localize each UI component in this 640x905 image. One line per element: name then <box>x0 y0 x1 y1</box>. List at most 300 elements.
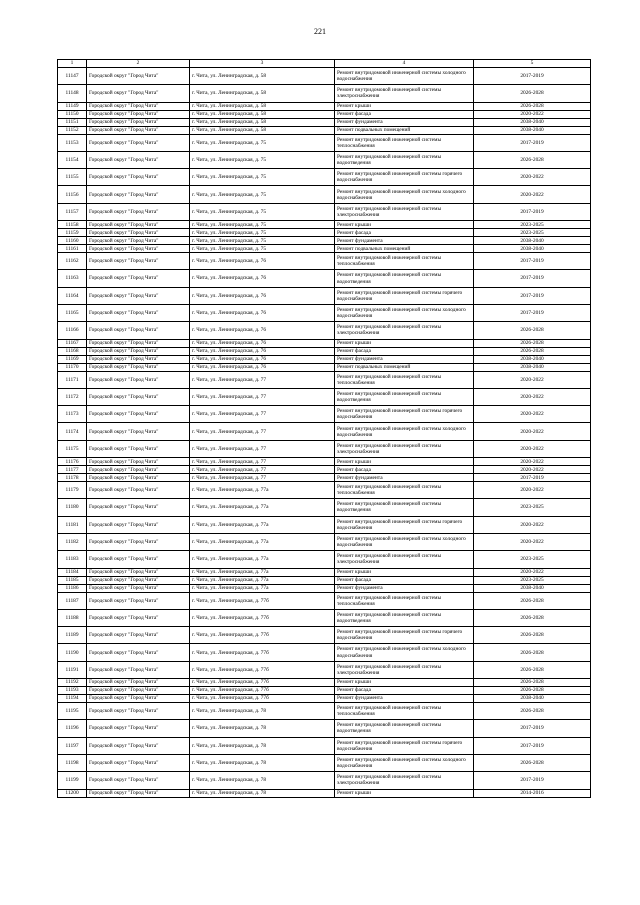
municipality-cell: Городской округ "Город Чита" <box>87 322 190 339</box>
work-type-cell: Ремонт внутридомовой инженерной системы горячего водоснабжения <box>335 627 474 644</box>
address-cell: г. Чита, ул. Ленинградская, д. 75 <box>190 134 335 151</box>
work-type-cell: Ремонт крыши <box>335 221 474 229</box>
period-cell: 2017-2019 <box>474 134 591 151</box>
period-cell: 2020-2022 <box>474 110 591 118</box>
table-row <box>58 661 591 678</box>
municipality-cell: Городской округ "Город Чита" <box>87 134 190 151</box>
period-cell: 2014-2016 <box>474 789 591 797</box>
municipality-cell: Городской округ "Город Чита" <box>87 406 190 423</box>
address-cell: г. Чита, ул. Ленинградская, д. 75 <box>190 245 335 253</box>
period-cell: 2038-2040 <box>474 695 591 703</box>
row-number-cell: 11197 <box>58 737 87 754</box>
row-number-cell: 11188 <box>58 609 87 626</box>
work-type-cell: Ремонт внутридомовой инженерной системы водоотведения <box>335 270 474 287</box>
work-type-cell: Ремонт внутридомовой инженерной системы водоотведения <box>335 388 474 405</box>
row-number-cell: 11154 <box>58 151 87 168</box>
municipality-cell: Городской округ "Город Чита" <box>87 482 190 499</box>
work-type-cell: Ремонт крыши <box>335 568 474 576</box>
period-cell: 2026-2028 <box>474 644 591 661</box>
row-number-cell: 11169 <box>58 355 87 363</box>
municipality-cell: Городской округ "Город Чита" <box>87 85 190 102</box>
period-cell: 2020-2022 <box>474 186 591 203</box>
table-row <box>58 592 591 609</box>
period-cell: 2023-2025 <box>474 229 591 237</box>
address-cell: г. Чита, ул. Ленинградская, д. 77б <box>190 695 335 703</box>
period-cell: 2020-2022 <box>474 406 591 423</box>
work-type-cell: Ремонт внутридомовой инженерной системы горячего водоснабжения <box>335 737 474 754</box>
work-type-cell: Ремонт крыши <box>335 339 474 347</box>
row-number-cell: 11194 <box>58 695 87 703</box>
table-row <box>58 237 591 245</box>
address-cell: г. Чита, ул. Ленинградская, д. 77б <box>190 592 335 609</box>
row-number-cell: 11173 <box>58 406 87 423</box>
address-cell: г. Чита, ул. Ленинградская, д. 77 <box>190 458 335 466</box>
work-type-cell: Ремонт внутридомовой инженерной системы электроснабжения <box>335 203 474 220</box>
municipality-cell: Городской округ "Город Чита" <box>87 609 190 626</box>
address-cell: г. Чита, ул. Ленинградская, д. 76 <box>190 322 335 339</box>
row-number-cell: 11158 <box>58 221 87 229</box>
row-number-cell: 11171 <box>58 371 87 388</box>
row-number-cell: 11175 <box>58 440 87 457</box>
municipality-cell: Городской округ "Город Чита" <box>87 245 190 253</box>
table-row <box>58 221 591 229</box>
table-row <box>58 703 591 720</box>
period-cell: 2038-2040 <box>474 118 591 126</box>
work-type-cell: Ремонт внутридомовой инженерной системы электроснабжения <box>335 661 474 678</box>
work-type-cell: Ремонт крыши <box>335 679 474 687</box>
municipality-cell: Городской округ "Город Чита" <box>87 576 190 584</box>
period-cell: 2026-2028 <box>474 754 591 771</box>
period-cell: 2020-2022 <box>474 371 591 388</box>
municipality-cell: Городской округ "Город Чита" <box>87 695 190 703</box>
address-cell: г. Чита, ул. Ленинградская, д. 77а <box>190 516 335 533</box>
table-row <box>58 644 591 661</box>
address-cell: г. Чита, ул. Ленинградская, д. 77б <box>190 627 335 644</box>
table-row <box>58 516 591 533</box>
table-row <box>58 423 591 440</box>
address-cell: г. Чита, ул. Ленинградская, д. 58 <box>190 85 335 102</box>
table-row <box>58 737 591 754</box>
work-type-cell: Ремонт внутридомовой инженерной системы электроснабжения <box>335 440 474 457</box>
work-type-cell: Ремонт внутридомовой инженерной системы водоотведения <box>335 720 474 737</box>
row-number-cell: 11147 <box>58 68 87 85</box>
table-row <box>58 627 591 644</box>
work-type-cell: Ремонт внутридомовой инженерной системы холодного водоснабжения <box>335 754 474 771</box>
municipality-cell: Городской округ "Город Чита" <box>87 440 190 457</box>
work-type-cell: Ремонт фасада <box>335 576 474 584</box>
row-number-cell: 11150 <box>58 110 87 118</box>
work-type-cell: Ремонт внутридомовой инженерной системы водоотведения <box>335 151 474 168</box>
address-cell: г. Чита, ул. Ленинградская, д. 75 <box>190 221 335 229</box>
address-cell: г. Чита, ул. Ленинградская, д. 76 <box>190 253 335 270</box>
column-header: 3 <box>190 60 335 68</box>
period-cell: 2026-2028 <box>474 322 591 339</box>
address-cell: г. Чита, ул. Ленинградская, д. 77б <box>190 687 335 695</box>
column-header: 4 <box>335 60 474 68</box>
address-cell: г. Чита, ул. Ленинградская, д. 77а <box>190 499 335 516</box>
period-cell: 2026-2028 <box>474 85 591 102</box>
work-type-cell: Ремонт внутридомовой инженерной системы холодного водоснабжения <box>335 644 474 661</box>
work-type-cell: Ремонт внутридомовой инженерной системы теплоснабжения <box>335 482 474 499</box>
address-cell: г. Чита, ул. Ленинградская, д. 76 <box>190 339 335 347</box>
address-cell: г. Чита, ул. Ленинградская, д. 78 <box>190 789 335 797</box>
work-type-cell: Ремонт фасада <box>335 347 474 355</box>
period-cell: 2026-2028 <box>474 687 591 695</box>
municipality-cell: Городской округ "Город Чита" <box>87 237 190 245</box>
municipality-cell: Городской округ "Город Чита" <box>87 253 190 270</box>
period-cell: 2020-2022 <box>474 458 591 466</box>
address-cell: г. Чита, ул. Ленинградская, д. 58 <box>190 126 335 134</box>
period-cell: 2026-2028 <box>474 609 591 626</box>
row-number-cell: 11192 <box>58 679 87 687</box>
table-row <box>58 568 591 576</box>
municipality-cell: Городской округ "Город Чита" <box>87 229 190 237</box>
row-number-cell: 11190 <box>58 644 87 661</box>
period-cell: 2020-2022 <box>474 423 591 440</box>
table-row <box>58 772 591 789</box>
row-number-cell: 11185 <box>58 576 87 584</box>
period-cell: 2020-2022 <box>474 169 591 186</box>
table-row <box>58 253 591 270</box>
work-type-cell: Ремонт крыши <box>335 789 474 797</box>
row-number-cell: 11176 <box>58 458 87 466</box>
table-row <box>58 482 591 499</box>
address-cell: г. Чита, ул. Ленинградская, д. 77 <box>190 406 335 423</box>
row-number-cell: 11186 <box>58 584 87 592</box>
row-number-cell: 11167 <box>58 339 87 347</box>
table-row <box>58 355 591 363</box>
row-number-cell: 11170 <box>58 363 87 371</box>
address-cell: г. Чита, ул. Ленинградская, д. 75 <box>190 169 335 186</box>
address-cell: г. Чита, ул. Ленинградская, д. 58 <box>190 102 335 110</box>
address-cell: г. Чита, ул. Ленинградская, д. 77б <box>190 661 335 678</box>
period-cell: 2023-2025 <box>474 576 591 584</box>
address-cell: г. Чита, ул. Ленинградская, д. 76 <box>190 287 335 304</box>
period-cell: 2026-2028 <box>474 703 591 720</box>
period-cell: 2026-2028 <box>474 627 591 644</box>
municipality-cell: Городской округ "Город Чита" <box>87 68 190 85</box>
municipality-cell: Городской округ "Город Чита" <box>87 687 190 695</box>
address-cell: г. Чита, ул. Ленинградская, д. 58 <box>190 118 335 126</box>
address-cell: г. Чита, ул. Ленинградская, д. 75 <box>190 229 335 237</box>
address-cell: г. Чита, ул. Ленинградская, д. 58 <box>190 110 335 118</box>
row-number-cell: 11179 <box>58 482 87 499</box>
municipality-cell: Городской округ "Город Чита" <box>87 339 190 347</box>
address-cell: г. Чита, ул. Ленинградская, д. 77 <box>190 474 335 482</box>
table-row <box>58 68 591 85</box>
row-number-cell: 11189 <box>58 627 87 644</box>
address-cell: г. Чита, ул. Ленинградская, д. 77а <box>190 568 335 576</box>
table-row <box>58 440 591 457</box>
work-type-cell: Ремонт фундамента <box>335 118 474 126</box>
municipality-cell: Городской округ "Город Чита" <box>87 516 190 533</box>
row-number-cell: 11199 <box>58 772 87 789</box>
address-cell: г. Чита, ул. Ленинградская, д. 77а <box>190 584 335 592</box>
row-number-cell: 11161 <box>58 245 87 253</box>
period-cell: 2017-2019 <box>474 304 591 321</box>
address-cell: г. Чита, ул. Ленинградская, д. 78 <box>190 703 335 720</box>
work-type-cell: Ремонт фундамента <box>335 355 474 363</box>
period-cell: 2023-2025 <box>474 499 591 516</box>
table-row <box>58 789 591 797</box>
municipality-cell: Городской округ "Город Чита" <box>87 270 190 287</box>
municipality-cell: Городской округ "Город Чита" <box>87 533 190 550</box>
row-number-cell: 11164 <box>58 287 87 304</box>
work-type-cell: Ремонт внутридомовой инженерной системы горячего водоснабжения <box>335 169 474 186</box>
work-type-cell: Ремонт внутридомовой инженерной системы холодного водоснабжения <box>335 304 474 321</box>
work-type-cell: Ремонт внутридомовой инженерной системы холодного водоснабжения <box>335 68 474 85</box>
municipality-cell: Городской округ "Город Чита" <box>87 737 190 754</box>
period-cell: 2017-2019 <box>474 68 591 85</box>
period-cell: 2038-2040 <box>474 355 591 363</box>
period-cell: 2017-2019 <box>474 253 591 270</box>
municipality-cell: Городской округ "Город Чита" <box>87 186 190 203</box>
address-cell: г. Чита, ул. Ленинградская, д. 76 <box>190 363 335 371</box>
row-number-cell: 11174 <box>58 423 87 440</box>
row-number-cell: 11149 <box>58 102 87 110</box>
period-cell: 2020-2022 <box>474 388 591 405</box>
table-row <box>58 388 591 405</box>
period-cell: 2020-2022 <box>474 516 591 533</box>
work-type-cell: Ремонт внутридомовой инженерной системы горячего водоснабжения <box>335 516 474 533</box>
table-row <box>58 609 591 626</box>
table-row <box>58 203 591 220</box>
row-number-cell: 11151 <box>58 118 87 126</box>
row-number-cell: 11177 <box>58 466 87 474</box>
address-cell: г. Чита, ул. Ленинградская, д. 78 <box>190 754 335 771</box>
row-number-cell: 11181 <box>58 516 87 533</box>
table-row <box>58 151 591 168</box>
work-type-cell: Ремонт внутридомовой инженерной системы водоотведения <box>335 609 474 626</box>
work-type-cell: Ремонт подвальных помещений <box>335 126 474 134</box>
address-cell: г. Чита, ул. Ленинградская, д. 77б <box>190 644 335 661</box>
table-row <box>58 371 591 388</box>
table-row <box>58 126 591 134</box>
table-row <box>58 466 591 474</box>
address-cell: г. Чита, ул. Ленинградская, д. 58 <box>190 68 335 85</box>
column-header: 5 <box>474 60 591 68</box>
work-type-cell: Ремонт фундамента <box>335 474 474 482</box>
municipality-cell: Городской округ "Город Чита" <box>87 703 190 720</box>
municipality-cell: Городской округ "Город Чита" <box>87 474 190 482</box>
municipality-cell: Городской округ "Город Чита" <box>87 551 190 568</box>
municipality-cell: Городской округ "Город Чита" <box>87 371 190 388</box>
period-cell: 2017-2019 <box>474 474 591 482</box>
work-type-cell: Ремонт внутридомовой инженерной системы водоотведения <box>335 499 474 516</box>
work-type-cell: Ремонт внутридомовой инженерной системы холодного водоснабжения <box>335 423 474 440</box>
table-row <box>58 169 591 186</box>
municipality-cell: Городской округ "Город Чита" <box>87 592 190 609</box>
work-type-cell: Ремонт внутридомовой инженерной системы электроснабжения <box>335 551 474 568</box>
work-type-cell: Ремонт фасада <box>335 466 474 474</box>
row-number-cell: 11155 <box>58 169 87 186</box>
row-number-cell: 11180 <box>58 499 87 516</box>
table-row <box>58 695 591 703</box>
municipality-cell: Городской округ "Город Чита" <box>87 584 190 592</box>
table-row <box>58 347 591 355</box>
row-number-cell: 11191 <box>58 661 87 678</box>
address-cell: г. Чита, ул. Ленинградская, д. 77б <box>190 679 335 687</box>
municipality-cell: Городской округ "Город Чита" <box>87 110 190 118</box>
municipality-cell: Городской округ "Город Чита" <box>87 347 190 355</box>
work-type-cell: Ремонт фасада <box>335 110 474 118</box>
work-type-cell: Ремонт фундамента <box>335 237 474 245</box>
table-row <box>58 322 591 339</box>
address-cell: г. Чита, ул. Ленинградская, д. 78 <box>190 737 335 754</box>
municipality-cell: Городской округ "Город Чита" <box>87 458 190 466</box>
table-row <box>58 474 591 482</box>
row-number-cell: 11195 <box>58 703 87 720</box>
work-type-cell: Ремонт подвальных помещений <box>335 363 474 371</box>
municipality-cell: Городской округ "Город Чита" <box>87 118 190 126</box>
table-row <box>58 85 591 102</box>
row-number-cell: 11193 <box>58 687 87 695</box>
table-row <box>58 287 591 304</box>
address-cell: г. Чита, ул. Ленинградская, д. 75 <box>190 186 335 203</box>
period-cell: 2020-2022 <box>474 568 591 576</box>
row-number-cell: 11183 <box>58 551 87 568</box>
address-cell: г. Чита, ул. Ленинградская, д. 77 <box>190 371 335 388</box>
table-row <box>58 186 591 203</box>
municipality-cell: Городской округ "Город Чита" <box>87 568 190 576</box>
table-row <box>58 584 591 592</box>
period-cell: 2020-2022 <box>474 466 591 474</box>
row-number-cell: 11166 <box>58 322 87 339</box>
address-cell: г. Чита, ул. Ленинградская, д. 77а <box>190 576 335 584</box>
table-body <box>58 60 591 798</box>
table-row <box>58 134 591 151</box>
work-type-cell: Ремонт фасада <box>335 687 474 695</box>
municipality-cell: Городской округ "Город Чита" <box>87 661 190 678</box>
municipality-cell: Городской округ "Город Чита" <box>87 789 190 797</box>
row-number-cell: 11198 <box>58 754 87 771</box>
address-cell: г. Чита, ул. Ленинградская, д. 76 <box>190 347 335 355</box>
municipality-cell: Городской округ "Город Чита" <box>87 720 190 737</box>
period-cell: 2026-2028 <box>474 151 591 168</box>
table-row <box>58 245 591 253</box>
page-number: 221 <box>314 27 326 36</box>
municipality-cell: Городской округ "Город Чита" <box>87 304 190 321</box>
period-cell: 2017-2019 <box>474 737 591 754</box>
municipality-cell: Городской округ "Город Чита" <box>87 423 190 440</box>
work-type-cell: Ремонт фундамента <box>335 695 474 703</box>
row-number-cell: 11163 <box>58 270 87 287</box>
row-number-cell: 11159 <box>58 229 87 237</box>
work-type-cell: Ремонт фасада <box>335 229 474 237</box>
period-cell: 2017-2019 <box>474 203 591 220</box>
row-number-cell: 11168 <box>58 347 87 355</box>
address-cell: г. Чита, ул. Ленинградская, д. 76 <box>190 355 335 363</box>
row-number-cell: 11160 <box>58 237 87 245</box>
period-cell: 2023-2025 <box>474 221 591 229</box>
table-row <box>58 363 591 371</box>
work-type-cell: Ремонт внутридомовой инженерной системы электроснабжения <box>335 322 474 339</box>
table-row <box>58 339 591 347</box>
address-cell: г. Чита, ул. Ленинградская, д. 77 <box>190 466 335 474</box>
municipality-cell: Городской округ "Город Чита" <box>87 126 190 134</box>
work-type-cell: Ремонт внутридомовой инженерной системы электроснабжения <box>335 772 474 789</box>
municipality-cell: Городской округ "Город Чита" <box>87 499 190 516</box>
table-row <box>58 458 591 466</box>
table-row <box>58 270 591 287</box>
table-row <box>58 754 591 771</box>
row-number-cell: 11152 <box>58 126 87 134</box>
period-cell: 2026-2028 <box>474 592 591 609</box>
work-type-cell: Ремонт крыши <box>335 102 474 110</box>
row-number-cell: 11172 <box>58 388 87 405</box>
period-cell: 2020-2022 <box>474 440 591 457</box>
address-cell: г. Чита, ул. Ленинградская, д. 78 <box>190 772 335 789</box>
table-row <box>58 533 591 550</box>
address-cell: г. Чита, ул. Ленинградская, д. 77б <box>190 609 335 626</box>
municipality-cell: Городской округ "Город Чита" <box>87 363 190 371</box>
municipality-cell: Городской округ "Город Чита" <box>87 772 190 789</box>
address-cell: г. Чита, ул. Ленинградская, д. 77а <box>190 551 335 568</box>
municipality-cell: Городской округ "Город Чита" <box>87 754 190 771</box>
period-cell: 2026-2028 <box>474 661 591 678</box>
work-type-cell: Ремонт внутридомовой инженерной системы электроснабжения <box>335 85 474 102</box>
row-number-cell: 11200 <box>58 789 87 797</box>
municipality-cell: Городской округ "Город Чита" <box>87 151 190 168</box>
table-row <box>58 551 591 568</box>
work-type-cell: Ремонт фундамента <box>335 584 474 592</box>
period-cell: 2017-2019 <box>474 720 591 737</box>
municipality-cell: Городской округ "Город Чита" <box>87 203 190 220</box>
address-cell: г. Чита, ул. Ленинградская, д. 77 <box>190 440 335 457</box>
period-cell: 2017-2019 <box>474 772 591 789</box>
row-number-cell: 11162 <box>58 253 87 270</box>
row-number-cell: 11178 <box>58 474 87 482</box>
municipality-cell: Городской округ "Город Чита" <box>87 355 190 363</box>
period-cell: 2020-2022 <box>474 482 591 499</box>
row-number-cell: 11182 <box>58 533 87 550</box>
row-number-cell: 11187 <box>58 592 87 609</box>
row-number-cell: 11153 <box>58 134 87 151</box>
municipality-cell: Городской округ "Город Чита" <box>87 644 190 661</box>
table-row <box>58 229 591 237</box>
municipality-cell: Городской округ "Город Чита" <box>87 388 190 405</box>
municipality-cell: Городской округ "Город Чита" <box>87 169 190 186</box>
row-number-cell: 11148 <box>58 85 87 102</box>
row-number-cell: 11156 <box>58 186 87 203</box>
table-row <box>58 406 591 423</box>
period-cell: 2017-2019 <box>474 287 591 304</box>
period-cell: 2026-2028 <box>474 679 591 687</box>
period-cell: 2017-2019 <box>474 270 591 287</box>
address-cell: г. Чита, ул. Ленинградская, д. 78 <box>190 720 335 737</box>
address-cell: г. Чита, ул. Ленинградская, д. 77а <box>190 482 335 499</box>
work-type-cell: Ремонт подвальных помещений <box>335 245 474 253</box>
address-cell: г. Чита, ул. Ленинградская, д. 75 <box>190 237 335 245</box>
period-cell: 2038-2040 <box>474 584 591 592</box>
municipality-cell: Городской округ "Город Чита" <box>87 679 190 687</box>
row-number-cell: 11165 <box>58 304 87 321</box>
period-cell: 2026-2028 <box>474 347 591 355</box>
work-type-cell: Ремонт внутридомовой инженерной системы холодного водоснабжения <box>335 533 474 550</box>
period-cell: 2038-2040 <box>474 245 591 253</box>
work-type-cell: Ремонт внутридомовой инженерной системы теплоснабжения <box>335 703 474 720</box>
work-type-cell: Ремонт внутридомовой инженерной системы теплоснабжения <box>335 134 474 151</box>
work-type-cell: Ремонт внутридомовой инженерной системы холодного водоснабжения <box>335 186 474 203</box>
address-cell: г. Чита, ул. Ленинградская, д. 77а <box>190 533 335 550</box>
address-cell: г. Чита, ул. Ленинградская, д. 77 <box>190 388 335 405</box>
table-row <box>58 687 591 695</box>
table-row <box>58 102 591 110</box>
column-header: 1 <box>58 60 87 68</box>
table-row <box>58 499 591 516</box>
address-cell: г. Чита, ул. Ленинградская, д. 75 <box>190 151 335 168</box>
address-cell: г. Чита, ул. Ленинградская, д. 75 <box>190 203 335 220</box>
